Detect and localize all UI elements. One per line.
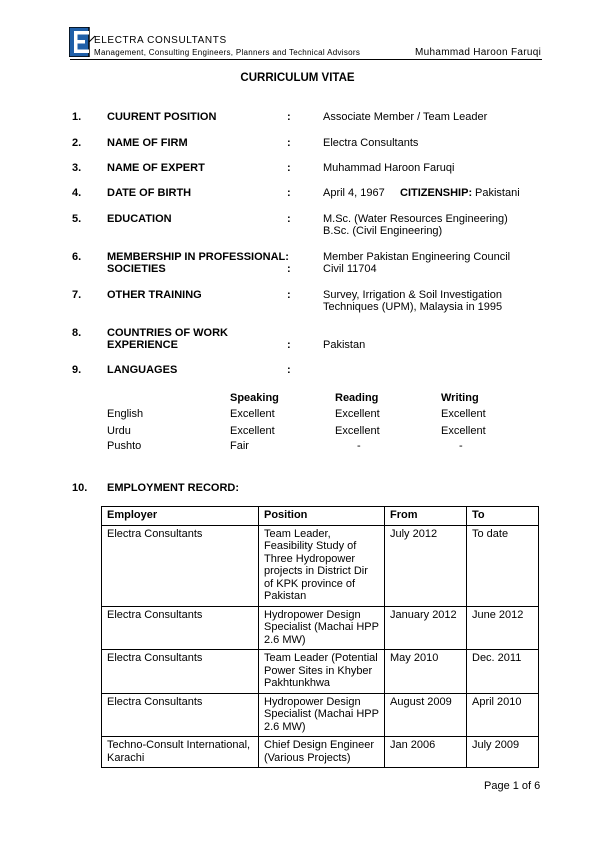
- cell-to: Dec. 2011: [467, 650, 539, 694]
- company-tagline: Management, Consulting Engineers, Planners and Technical Advisors: [94, 48, 361, 57]
- field-value-membership-2: Civil 11704: [323, 263, 377, 275]
- field-number: 5.: [72, 213, 82, 225]
- cell-position: Hydropower Design Specialist (Machai HPP 2.6 MW): [259, 606, 385, 650]
- citizenship-value: Pakistani: [475, 187, 520, 199]
- cell-position: Chief Design Engineer (Various Projects): [259, 737, 385, 768]
- field-number: 6.: [72, 251, 82, 263]
- cell-from: May 2010: [385, 650, 467, 694]
- field-number: 2.: [72, 137, 82, 149]
- field-value-training-2: Techniques (UPM), Malaysia in 1995: [323, 301, 503, 313]
- field-label-firm: NAME OF FIRM: [107, 137, 188, 149]
- field-value-membership-1: Member Pakistan Engineering Council: [323, 251, 511, 263]
- field-value-countries: Pakistan: [323, 339, 366, 351]
- field-label-countries-1: COUNTRIES OF WORK: [107, 327, 228, 339]
- cell-from: August 2009: [385, 693, 467, 737]
- cell-position: Hydropower Design Specialist (Machai HPP 2.6 MW): [259, 693, 385, 737]
- cell-position: Team Leader, Feasibility Study of Three Hydropower projects in District Dir of KPK province of Pakistan: [259, 525, 385, 606]
- cell-employer: Electra Consultants: [102, 606, 259, 650]
- lang-header-reading: Reading: [335, 392, 379, 404]
- cell-from: July 2012: [385, 525, 467, 606]
- lang-speaking: Fair: [230, 440, 249, 452]
- field-label-education: EDUCATION: [107, 213, 172, 225]
- field-colon: :: [287, 137, 291, 149]
- lang-writing: -: [459, 440, 463, 452]
- table-row: [102, 606, 539, 650]
- company-logo: [69, 27, 95, 57]
- cell-to: June 2012: [467, 606, 539, 650]
- field-colon: :: [287, 339, 291, 351]
- lang-reading: Excellent: [335, 425, 380, 437]
- col-header-position: Position: [259, 507, 385, 526]
- field-colon: :: [287, 263, 291, 275]
- field-number: 1.: [72, 111, 82, 123]
- document-title: CURRICULUM VITAE: [240, 72, 355, 84]
- lang-name: Urdu: [107, 425, 131, 437]
- field-value-expert: Muhammad Haroon Faruqi: [323, 162, 455, 174]
- col-header-employer: Employer: [102, 507, 259, 526]
- field-colon: :: [287, 289, 291, 301]
- table-row: [102, 737, 539, 768]
- lang-speaking: Excellent: [230, 408, 275, 420]
- employment-table: [101, 506, 539, 768]
- lang-header-speaking: Speaking: [230, 392, 279, 404]
- table-row: [102, 693, 539, 737]
- field-value-education-2: B.Sc. (Civil Engineering): [323, 225, 443, 237]
- field-label-languages: LANGUAGES: [107, 364, 178, 376]
- field-number: 8.: [72, 327, 82, 339]
- page-number: Page 1 of 6: [484, 780, 541, 792]
- cell-employer: Electra Consultants: [102, 650, 259, 694]
- cell-to: To date: [467, 525, 539, 606]
- cell-from: January 2012: [385, 606, 467, 650]
- employment-record-label: EMPLOYMENT RECORD:: [107, 482, 239, 494]
- field-label-countries-2: EXPERIENCE: [107, 339, 178, 351]
- field-number: 7.: [72, 289, 82, 301]
- field-label-membership-2: SOCIETIES: [107, 263, 166, 275]
- field-number: 10.: [72, 482, 88, 494]
- col-header-to: To: [467, 507, 539, 526]
- cell-position: Team Leader (Potential Power Sites in Khyber Pakhtunkhwa: [259, 650, 385, 694]
- header-divider: [70, 59, 542, 60]
- field-label-membership-1: MEMBERSHIP IN PROFESSIONAL:: [107, 251, 289, 263]
- field-value-current-position: Associate Member / Team Leader: [323, 111, 488, 123]
- field-colon: :: [287, 111, 291, 123]
- col-header-from: From: [385, 507, 467, 526]
- table-row: [102, 650, 539, 694]
- cell-to: July 2009: [467, 737, 539, 768]
- lang-writing: Excellent: [441, 408, 486, 420]
- lang-speaking: Excellent: [230, 425, 275, 437]
- lang-reading: -: [357, 440, 361, 452]
- header-person-name: Muhammad Haroon Faruqi: [415, 47, 542, 58]
- citizenship-label: CITIZENSHIP:: [400, 187, 473, 199]
- cell-employer: Electra Consultants: [102, 525, 259, 606]
- lang-header-writing: Writing: [441, 392, 479, 404]
- field-number: 4.: [72, 187, 82, 199]
- field-colon: :: [287, 162, 291, 174]
- field-label-dob: DATE OF BIRTH: [107, 187, 192, 199]
- table-row: [102, 525, 539, 606]
- field-value-dob: April 4, 1967: [323, 187, 385, 199]
- field-number: 3.: [72, 162, 82, 174]
- cell-to: April 2010: [467, 693, 539, 737]
- lang-reading: Excellent: [335, 408, 380, 420]
- field-label-current-position: CUURENT POSITION: [107, 111, 217, 123]
- lang-name: English: [107, 408, 144, 420]
- cell-employer: Techno-Consult International, Karachi: [102, 737, 259, 768]
- field-colon: :: [287, 213, 291, 225]
- cell-employer: Electra Consultants: [102, 693, 259, 737]
- field-colon: :: [287, 187, 291, 199]
- field-value-firm: Electra Consultants: [323, 137, 419, 149]
- lang-name: Pushto: [107, 440, 142, 452]
- field-colon: :: [287, 364, 291, 376]
- table-header-row: [102, 507, 539, 526]
- lang-writing: Excellent: [441, 425, 486, 437]
- cell-from: Jan 2006: [385, 737, 467, 768]
- field-label-expert: NAME OF EXPERT: [107, 162, 205, 174]
- company-name: ELECTRA CONSULTANTS: [94, 35, 227, 46]
- field-number: 9.: [72, 364, 82, 376]
- field-value-education-1: M.Sc. (Water Resources Engineering): [323, 213, 508, 225]
- field-value-training-1: Survey, Irrigation & Soil Investigation: [323, 289, 502, 301]
- field-label-training: OTHER TRAINING: [107, 289, 202, 301]
